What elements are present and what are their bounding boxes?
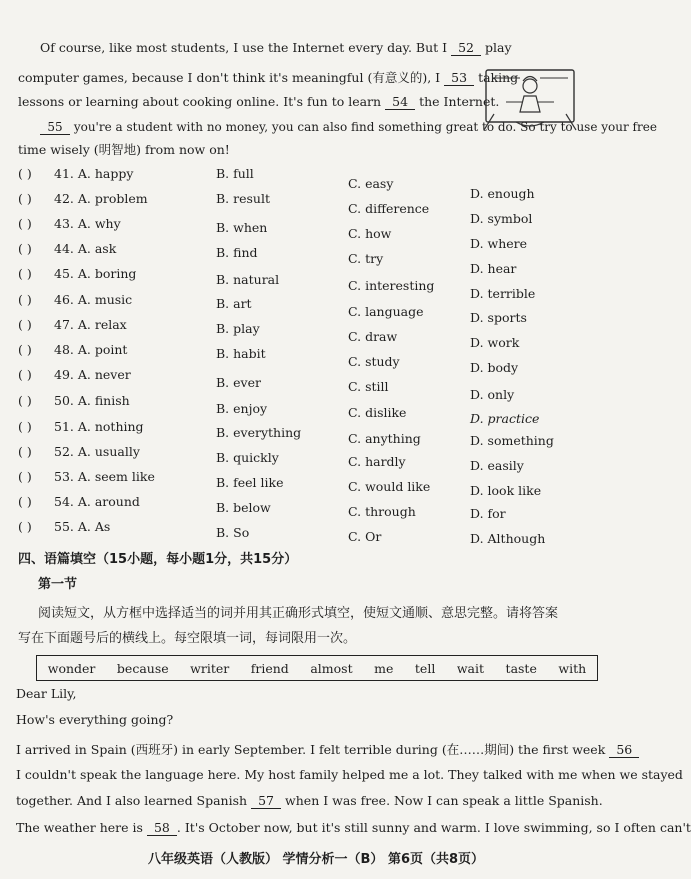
answer-paren[interactable]: ( ) — [18, 393, 32, 408]
q-num: 50. — [54, 393, 74, 408]
passage-text: time wisely (明智地) from now on! — [18, 142, 230, 157]
word-bank-item: wonder — [47, 660, 96, 676]
question-row — [18, 494, 618, 521]
answer-paren[interactable]: ( ) — [18, 419, 32, 434]
question-row — [18, 419, 618, 448]
letter-text: together. And I also learned Spanish — [16, 793, 248, 808]
blank-54: 54 — [385, 94, 415, 110]
subsection-title: 第一节 — [38, 577, 78, 592]
section-title: 四、语篇填空（15小题，每小题1分，共15分） — [18, 552, 298, 567]
option-a: A. nothing — [77, 419, 144, 434]
word-bank-item: tell — [414, 660, 436, 676]
option-b: B. find — [216, 245, 258, 260]
word-bank-item: because — [116, 660, 169, 676]
answer-paren[interactable]: ( ) — [18, 469, 32, 484]
blank-56: 56 — [609, 742, 639, 758]
option-d: D. terrible — [470, 286, 536, 301]
option-c: C. would like — [348, 479, 431, 494]
question-row — [18, 469, 618, 498]
cooking-illustration-icon — [482, 64, 578, 134]
option-b: B. natural — [216, 272, 280, 287]
option-d: D. look like — [470, 483, 542, 498]
option-a: A. around — [77, 494, 140, 509]
option-d: D. work — [470, 335, 520, 350]
blank-53: 53 — [444, 70, 474, 86]
option-c: C. interesting — [348, 278, 435, 293]
letter-text: when I was free. Now I can speak a little Spanish. — [285, 793, 603, 808]
word-bank — [36, 655, 598, 681]
answer-paren[interactable]: ( ) — [18, 494, 32, 509]
letter-line — [16, 820, 691, 836]
option-b: B. result — [216, 191, 270, 206]
passage-text: Of course, like most students, I use the Internet every day. But I — [40, 40, 448, 55]
option-d: D. Although — [470, 531, 546, 546]
option-c: C. hardly — [348, 454, 406, 469]
option-c: C. try — [348, 251, 384, 266]
option-b: B. full — [216, 166, 254, 181]
q-num: 47. — [54, 317, 74, 332]
letter-text: I arrived in Spain (西班牙) in early September. I felt terrible during (在……期间) the first week — [16, 742, 606, 757]
option-c: C. draw — [348, 329, 398, 344]
instruction-line-1: 阅读短文，从方框中选择适当的词并用其正确形式填空，使短文通顺、意思完整。请将答案 — [38, 606, 559, 621]
blank-55: 55 — [40, 120, 70, 135]
option-c: C. Or — [348, 529, 382, 544]
option-b: B. enjoy — [216, 401, 268, 416]
option-b: B. feel like — [216, 475, 284, 490]
option-c: C. language — [348, 304, 424, 319]
word-bank-item: taste — [505, 660, 537, 676]
answer-paren[interactable]: ( ) — [18, 166, 32, 181]
answer-paren[interactable]: ( ) — [18, 519, 32, 534]
option-d: D. for — [470, 506, 506, 521]
option-c: C. anything — [348, 431, 421, 446]
q-num: 45. — [54, 266, 74, 281]
option-a: A. finish — [77, 393, 130, 408]
option-d: D. sports — [470, 310, 527, 325]
letter-line — [16, 740, 639, 758]
option-c: C. dislike — [348, 405, 407, 420]
q-num: 44. — [54, 241, 74, 256]
blank-58: 58 — [147, 820, 177, 836]
question-row — [18, 519, 618, 546]
option-a: A. never — [77, 367, 131, 382]
answer-paren[interactable]: ( ) — [18, 317, 32, 332]
option-c: C. through — [348, 504, 416, 519]
question-row — [18, 393, 618, 426]
option-c: C. difference — [348, 201, 430, 216]
letter-line: How's everything going? — [16, 712, 174, 727]
option-c: C. still — [348, 379, 389, 394]
q-num: 43. — [54, 216, 74, 231]
question-row — [18, 444, 618, 473]
answer-paren[interactable]: ( ) — [18, 292, 32, 307]
answer-paren[interactable]: ( ) — [18, 241, 32, 256]
option-b: B. ever — [216, 375, 261, 390]
passage-line-1 — [40, 40, 512, 56]
option-d: D. something — [470, 433, 554, 448]
option-d: D. body — [470, 360, 519, 375]
passage-text: computer games, because I don't think it's meaningful (有意义的), I — [18, 70, 441, 85]
q-num: 42. — [54, 191, 74, 206]
option-d: D. practice — [470, 411, 540, 426]
word-bank-item: wait — [456, 660, 485, 676]
option-d: D. enough — [470, 186, 535, 201]
q-num: 41. — [54, 166, 74, 181]
option-a: A. why — [77, 216, 121, 231]
q-num: 52. — [54, 444, 74, 459]
answer-paren[interactable]: ( ) — [18, 266, 32, 281]
word-bank-item: almost — [310, 660, 353, 676]
option-a: A. relax — [77, 317, 127, 332]
option-b: B. habit — [216, 346, 266, 361]
answer-paren[interactable]: ( ) — [18, 342, 32, 357]
option-b: B. below — [216, 500, 271, 515]
q-num: 48. — [54, 342, 74, 357]
answer-paren[interactable]: ( ) — [18, 367, 32, 382]
option-c: C. how — [348, 226, 392, 241]
letter-text: . It's October now, but it's still sunny and warm. I love swimming, so I often can't — [176, 820, 691, 835]
option-a: A. As — [77, 519, 111, 534]
option-a: A. ask — [77, 241, 117, 256]
option-a: A. problem — [77, 191, 148, 206]
letter-line — [16, 793, 603, 809]
q-num: 51. — [54, 419, 74, 434]
option-d: D. easily — [470, 458, 524, 473]
answer-paren[interactable]: ( ) — [18, 191, 32, 206]
word-bank-item: writer — [190, 660, 230, 676]
page-footer: 八年级英语（人教版） 学情分析一（B） 第6页（共8页） — [148, 852, 485, 867]
option-b: B. when — [216, 220, 268, 235]
option-c: C. easy — [348, 176, 394, 191]
answer-paren[interactable]: ( ) — [18, 444, 32, 459]
option-a: A. music — [77, 292, 133, 307]
option-b: B. play — [216, 321, 260, 336]
blank-52: 52 — [451, 40, 481, 56]
option-a: A. seem like — [77, 469, 155, 484]
option-b: B. everything — [216, 425, 302, 440]
option-a: A. point — [77, 342, 128, 357]
option-d: D. only — [470, 387, 515, 402]
letter-greeting: Dear Lily, — [16, 686, 77, 701]
option-d: D. hear — [470, 261, 517, 276]
letter-line: I couldn't speak the language here. My host family helped me a lot. They talked with me when we stayed — [16, 767, 683, 782]
option-b: B. quickly — [216, 450, 279, 465]
passage-text: you're a student with no money, you can also find something great to do. So try to use your free — [73, 120, 657, 134]
option-a: A. boring — [77, 266, 137, 281]
q-num: 46. — [54, 292, 74, 307]
passage-text: taking — [478, 70, 519, 85]
letter-text: The weather here is — [16, 820, 143, 835]
instruction-line-2: 写在下面题号后的横线上。每空限填一词，每词限用一次。 — [18, 631, 357, 646]
passage-line-5 — [18, 140, 230, 158]
passage-text: play — [485, 40, 512, 55]
option-d: D. where — [470, 236, 528, 251]
option-a: A. usually — [77, 444, 140, 459]
answer-paren[interactable]: ( ) — [18, 216, 32, 231]
q-num: 53. — [54, 469, 74, 484]
option-b: B. art — [216, 296, 252, 311]
word-bank-item: me — [374, 660, 394, 676]
option-c: C. study — [348, 354, 400, 369]
q-num: 55. — [54, 519, 74, 534]
passage-text: lessons or learning about cooking online. It's fun to learn — [18, 94, 382, 109]
word-bank-item: with — [558, 660, 587, 676]
q-num: 54. — [54, 494, 74, 509]
option-b: B. So — [216, 525, 250, 540]
q-num: 49. — [54, 367, 74, 382]
passage-line-3 — [18, 94, 499, 110]
question-number-options — [54, 166, 133, 181]
option-a: A. happy — [77, 166, 134, 181]
option-d: D. symbol — [470, 211, 533, 226]
blank-57: 57 — [251, 793, 281, 809]
word-bank-item: friend — [250, 660, 289, 676]
passage-text: the Internet. — [419, 94, 500, 109]
passage-line-2 — [18, 68, 518, 86]
